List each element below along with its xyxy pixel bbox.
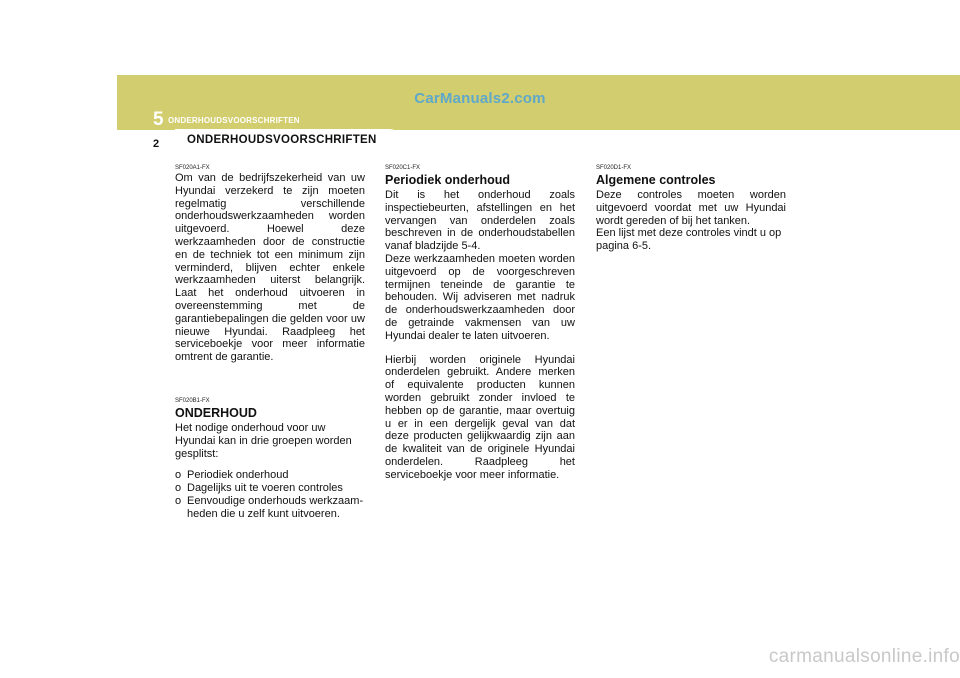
chapter-title: ONDERHOUDSVOORSCHRIFTEN	[168, 116, 300, 125]
paragraph: Dit is het onderhoud zoals inspectiebeurten, afstellingen en het vervangen van onderdelen zoals beschreven in de onderhoudstabellen vanaf bladzijde 5-4.	[385, 189, 575, 253]
column-3	[596, 165, 786, 253]
section-tab-title: ONDERHOUDSVOORSCHRIFTEN	[187, 134, 377, 146]
onderhoud-paragraph: Het nodige onderhoud voor uw Hyundai kan in drie groepen worden gesplitst:	[175, 421, 352, 460]
section-code: SF020B1-FX	[175, 397, 210, 404]
column-2	[385, 165, 575, 482]
paragraph: Een lijst met deze controles vindt u op pagina 6-5.	[596, 227, 782, 253]
watermark-top[interactable]: CarManuals2.com	[414, 90, 546, 107]
list-item: o Eenvoudige onderhouds werkzaam-heden die u zelf kunt uitvoeren.	[175, 494, 364, 520]
maintenance-group-list	[175, 469, 365, 520]
section-onderhoud	[175, 398, 365, 521]
paragraph: Deze werkzaamheden moeten worden uitgevoerd op de voorgeschreven termijnen teneinde de garantie te behouden. Wij adviseren met nadruk de onderhoudswerkzaamheden door de getrainde vakmensen van uw Hyundai dealer te laten uitvoeren.	[385, 252, 575, 342]
column-1	[175, 165, 365, 521]
section-code: SF020A1-FX	[175, 165, 210, 171]
intro-paragraph: Om van de bedrijfszekerheid van uw Hyundai verzekerd te zijn moeten regelmatig verschillende onderhoudswerkzaamheden worden uitgevoerd. Hoewel deze werkzaamheden door de constructie en de techniek tot een minimum zijn verminderd, blijven echter enkele werkzaamheden uiterst belangrijk. Laat het onderhoud uitvoeren in overeenstemming met de garantiebepalingen die gelden voor uw nieuwe Hyundai. Raadpleeg het serviceboekje voor meer informatie omtrent de garantie.	[175, 172, 365, 364]
left-margin-strip	[117, 130, 160, 678]
section-intro	[175, 165, 365, 364]
list-bullet: o	[175, 482, 182, 495]
page-number: 2	[153, 138, 160, 150]
section-code: SF020C1-FX	[385, 165, 421, 171]
paragraph: Deze controles moeten worden uitgevoerd voordat met uw Hyundai wordt gereden of bij het tanken.	[596, 189, 786, 227]
watermark-bottom[interactable]: carmanualsonline.info	[768, 646, 960, 667]
section-code: SF020D1-FX	[596, 165, 632, 171]
list-bullet: o	[175, 469, 182, 482]
list-bullet: o	[175, 494, 182, 507]
list-item: o Periodiek onderhoud	[175, 469, 289, 482]
section-heading: Algemene controles	[596, 173, 716, 187]
paragraph: Hierbij worden originele Hyundai onderdelen gebruikt. Andere merken of equivalente producten kunnen worden gebruikt zonder invloed te hebben op de garantie, maar overtuig u er in een dergelijk geval van dat deze producten gelijkwaardig zijn aan de kwaliteit van de originele Hyundai onderdelen. Raadpleeg het serviceboekje voor meer informatie.	[385, 353, 575, 481]
chapter-number: 5	[153, 109, 164, 130]
section-heading: Periodiek onderhoud	[385, 173, 511, 187]
list-item: o Dagelijks uit te voeren controles	[175, 482, 343, 495]
section-heading: ONDERHOUD	[175, 405, 257, 420]
